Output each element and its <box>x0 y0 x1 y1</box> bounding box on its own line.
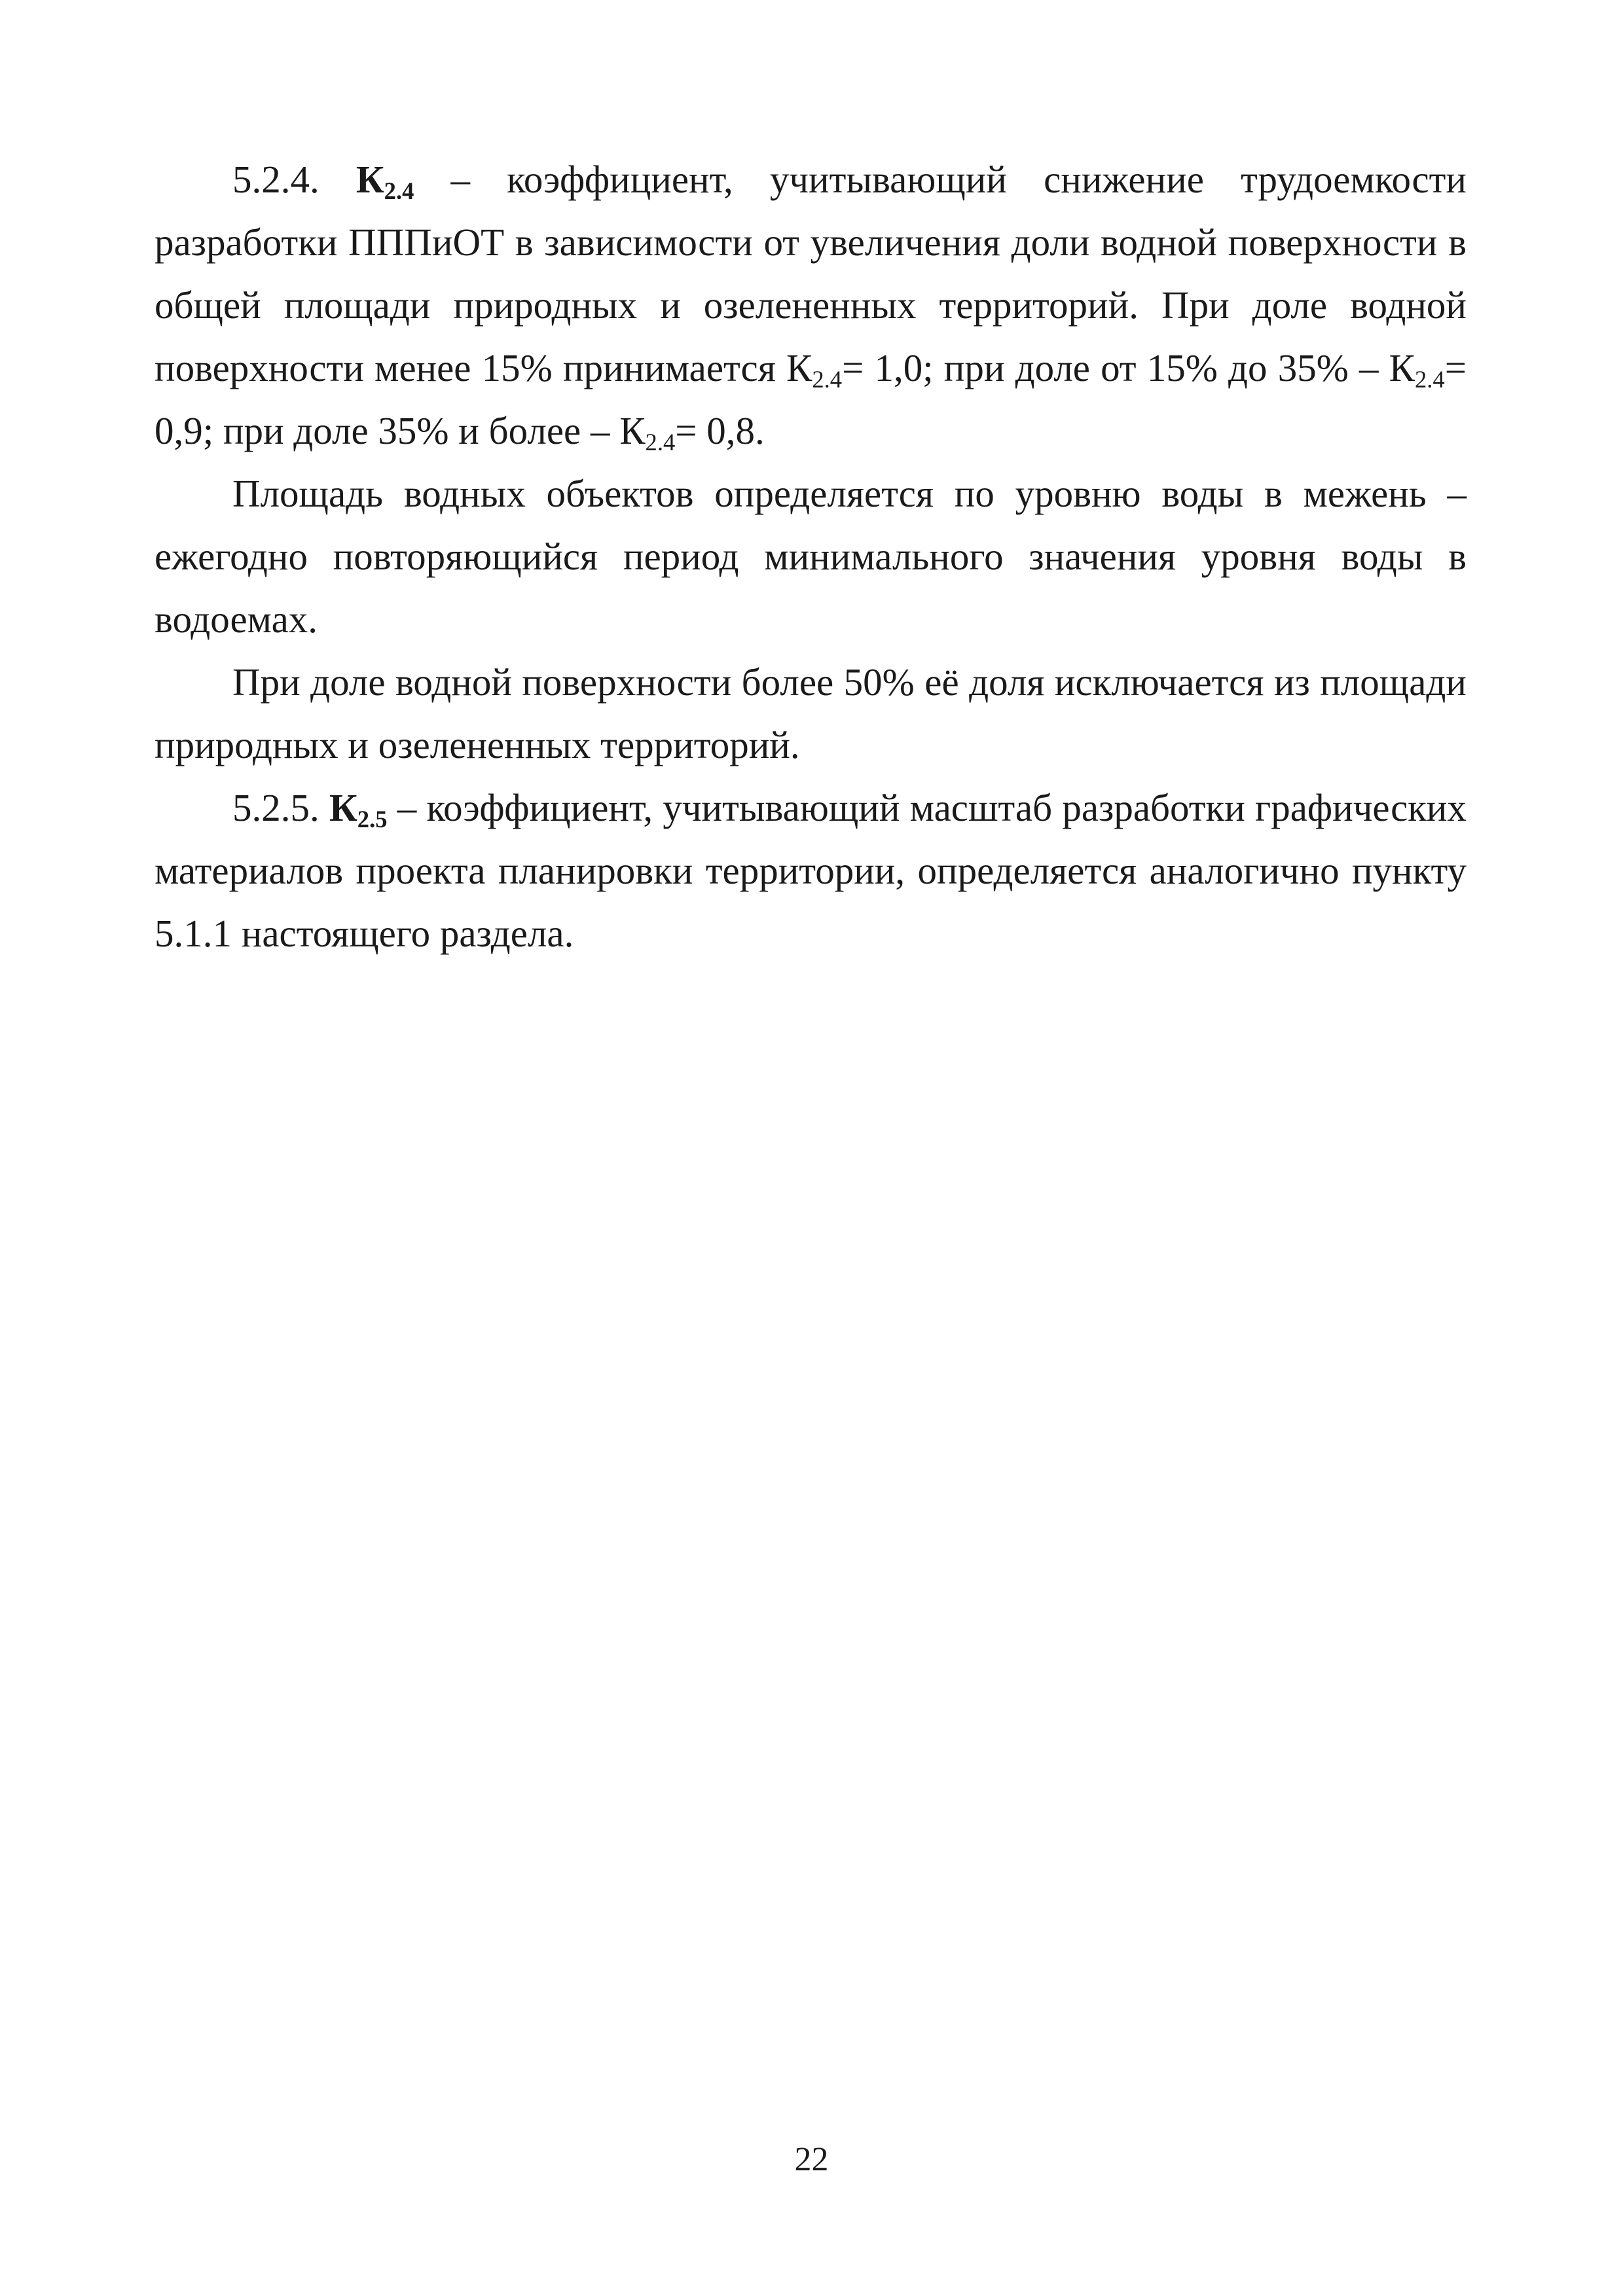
coefficient-symbol <box>356 158 414 205</box>
coefficient-index: 2.5 <box>357 806 388 833</box>
page-body <box>155 148 1467 965</box>
clause-number: 5.2.5. <box>232 786 319 829</box>
paragraph-text: – коэффициент, учитывающий масштаб разработки графических материалов проекта планировки территории, определяется аналогично пункту 5.1.1 настоящего раздела. <box>155 786 1467 955</box>
coefficient-letter: К <box>356 158 384 201</box>
coefficient-symbol <box>329 786 388 833</box>
paragraph-water-share: При доле водной поверхности более 50% её доля исключается из площади природных и озелененных территорий. <box>155 660 1467 766</box>
coefficient-letter: К <box>329 786 357 829</box>
coefficient-index: 2.4 <box>645 429 676 456</box>
page-number: 22 <box>794 2141 829 2178</box>
paragraph-5-2-4 <box>155 148 1467 462</box>
paragraph-water-area: Площадь водных объектов определяется по уровню воды в межень – ежегодно повторяющийся период минимального значения уровня воды в водоемах. <box>155 472 1467 641</box>
paragraph-5-2-5 <box>155 776 1467 965</box>
paragraph-text: = 0,8. <box>675 409 765 452</box>
coefficient-index: 2.4 <box>812 366 843 393</box>
paragraph-text: = 1,0; при доле от 15% до 35% – К <box>842 346 1415 389</box>
clause-number: 5.2.4. <box>232 158 319 201</box>
paragraph-text: = 0,9; при доле 35% и более – К <box>155 346 1467 452</box>
coefficient-index: 2.4 <box>384 177 414 205</box>
paragraph-text: – коэффициент, учитывающий снижение трудоемкости разработки ПППиОТ в зависимости от увеличения доли водной поверхности в общей площади природных и озелененных территорий. При доле водной поверхности менее 15% принимается К <box>155 158 1467 389</box>
coefficient-index: 2.4 <box>1414 366 1445 393</box>
